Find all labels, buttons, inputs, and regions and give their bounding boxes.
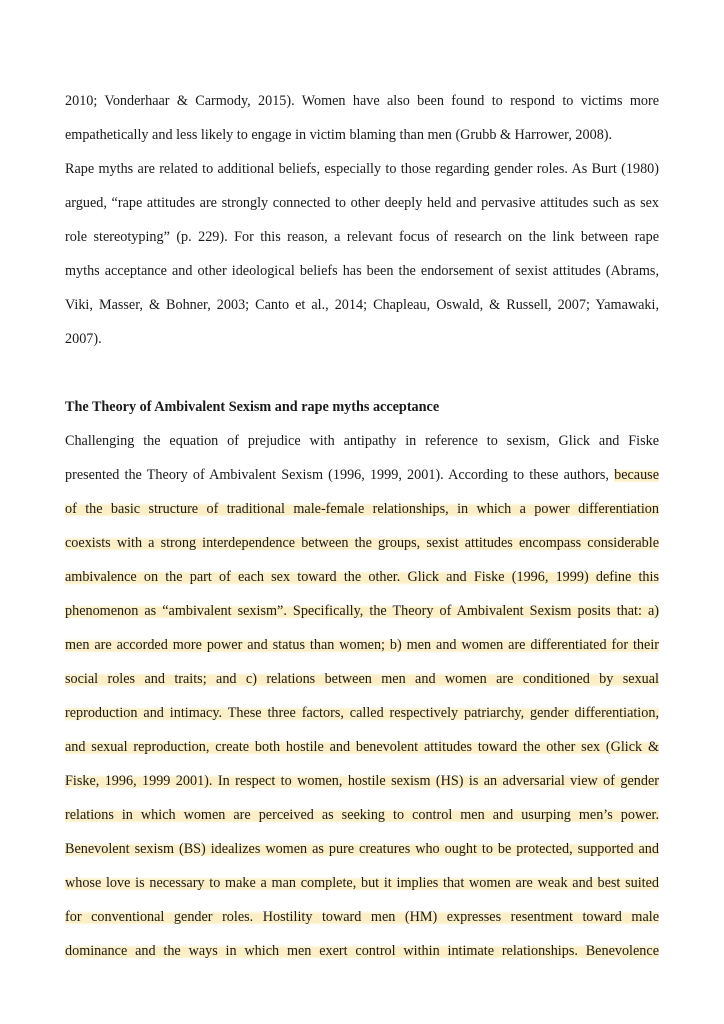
text-line: presented the Theory of Ambivalent Sexism (1996, 1999, 2001). According to these authors, because [65,467,659,483]
highlighted-line: ambivalence on the part of each sex toward the other. Glick and Fiske (1996, 1999) define this [65,569,659,585]
text-line: Rape myths are related to additional beliefs, especially to those regarding gender roles. As Burt (1980) [65,161,659,177]
text-line: 2007). [65,331,102,347]
text-line: Challenging the equation of prejudice with antipathy in reference to sexism, Glick and Fiske [65,433,659,449]
text-line: 2010; Vonderhaar & Carmody, 2015). Women have also been found to respond to victims more [65,93,659,109]
highlighted-line: phenomenon as “ambivalent sexism”. Specifically, the Theory of Ambivalent Sexism posits that: a) [65,603,659,619]
highlighted-line: Fiske, 1996, 1999 2001). In respect to women, hostile sexism (HS) is an adversarial view of gender [65,773,659,789]
highlighted-line: men are accorded more power and status than women; b) men and women are differentiated for their [65,637,659,653]
highlighted-line: coexists with a strong interdependence between the groups, sexist attitudes encompass considerable [65,535,659,551]
highlighted-line: dominance and the ways in which men exert control within intimate relationships. Benevolence [65,943,659,959]
text-line: empathetically and less likely to engage in victim blaming than men (Grubb & Harrower, 2008). [65,127,613,143]
highlighted-line: for conventional gender roles. Hostility toward men (HM) expresses resentment toward male [65,909,659,925]
text-line: myths acceptance and other ideological beliefs has been the endorsement of sexist attitudes (Abrams, [65,263,659,279]
text-line: Viki, Masser, & Bohner, 2003; Canto et al., 2014; Chapleau, Oswald, & Russell, 2007; Yamawaki, [65,297,659,313]
document-page [65,84,659,968]
text-line: argued, “rape attitudes are strongly connected to other deeply held and pervasive attitudes such as sex [65,195,659,211]
highlighted-line: and sexual reproduction, create both hostile and benevolent attitudes toward the other sex (Glick & [65,739,659,755]
paragraph-ambivalent-sexism [65,424,659,968]
highlighted-line: social roles and traits; and c) relations between men and women are conditioned by sexual [65,671,659,687]
highlighted-line: of the basic structure of traditional male-female relationships, in which a power differentiation [65,501,659,517]
highlighted-text: because [614,467,659,483]
highlighted-line: reproduction and intimacy. These three factors, called respectively patriarchy, gender differentiation, [65,705,659,721]
section-heading: The Theory of Ambivalent Sexism and rape myths acceptance [65,399,440,415]
text-line: role stereotyping” (p. 229). For this reason, a relevant focus of research on the link between rape [65,229,659,245]
highlighted-line: whose love is necessary to make a man complete, but it implies that women are weak and best suited [65,875,659,891]
highlighted-line: relations in which women are perceived as seeking to control men and usurping men’s power. [65,807,659,823]
paragraph-victim-blaming [65,84,659,356]
paragraph-spacer [65,356,659,390]
highlighted-line: Benevolent sexism (BS) idealizes women as pure creatures who ought to be protected, supported and [65,841,659,857]
